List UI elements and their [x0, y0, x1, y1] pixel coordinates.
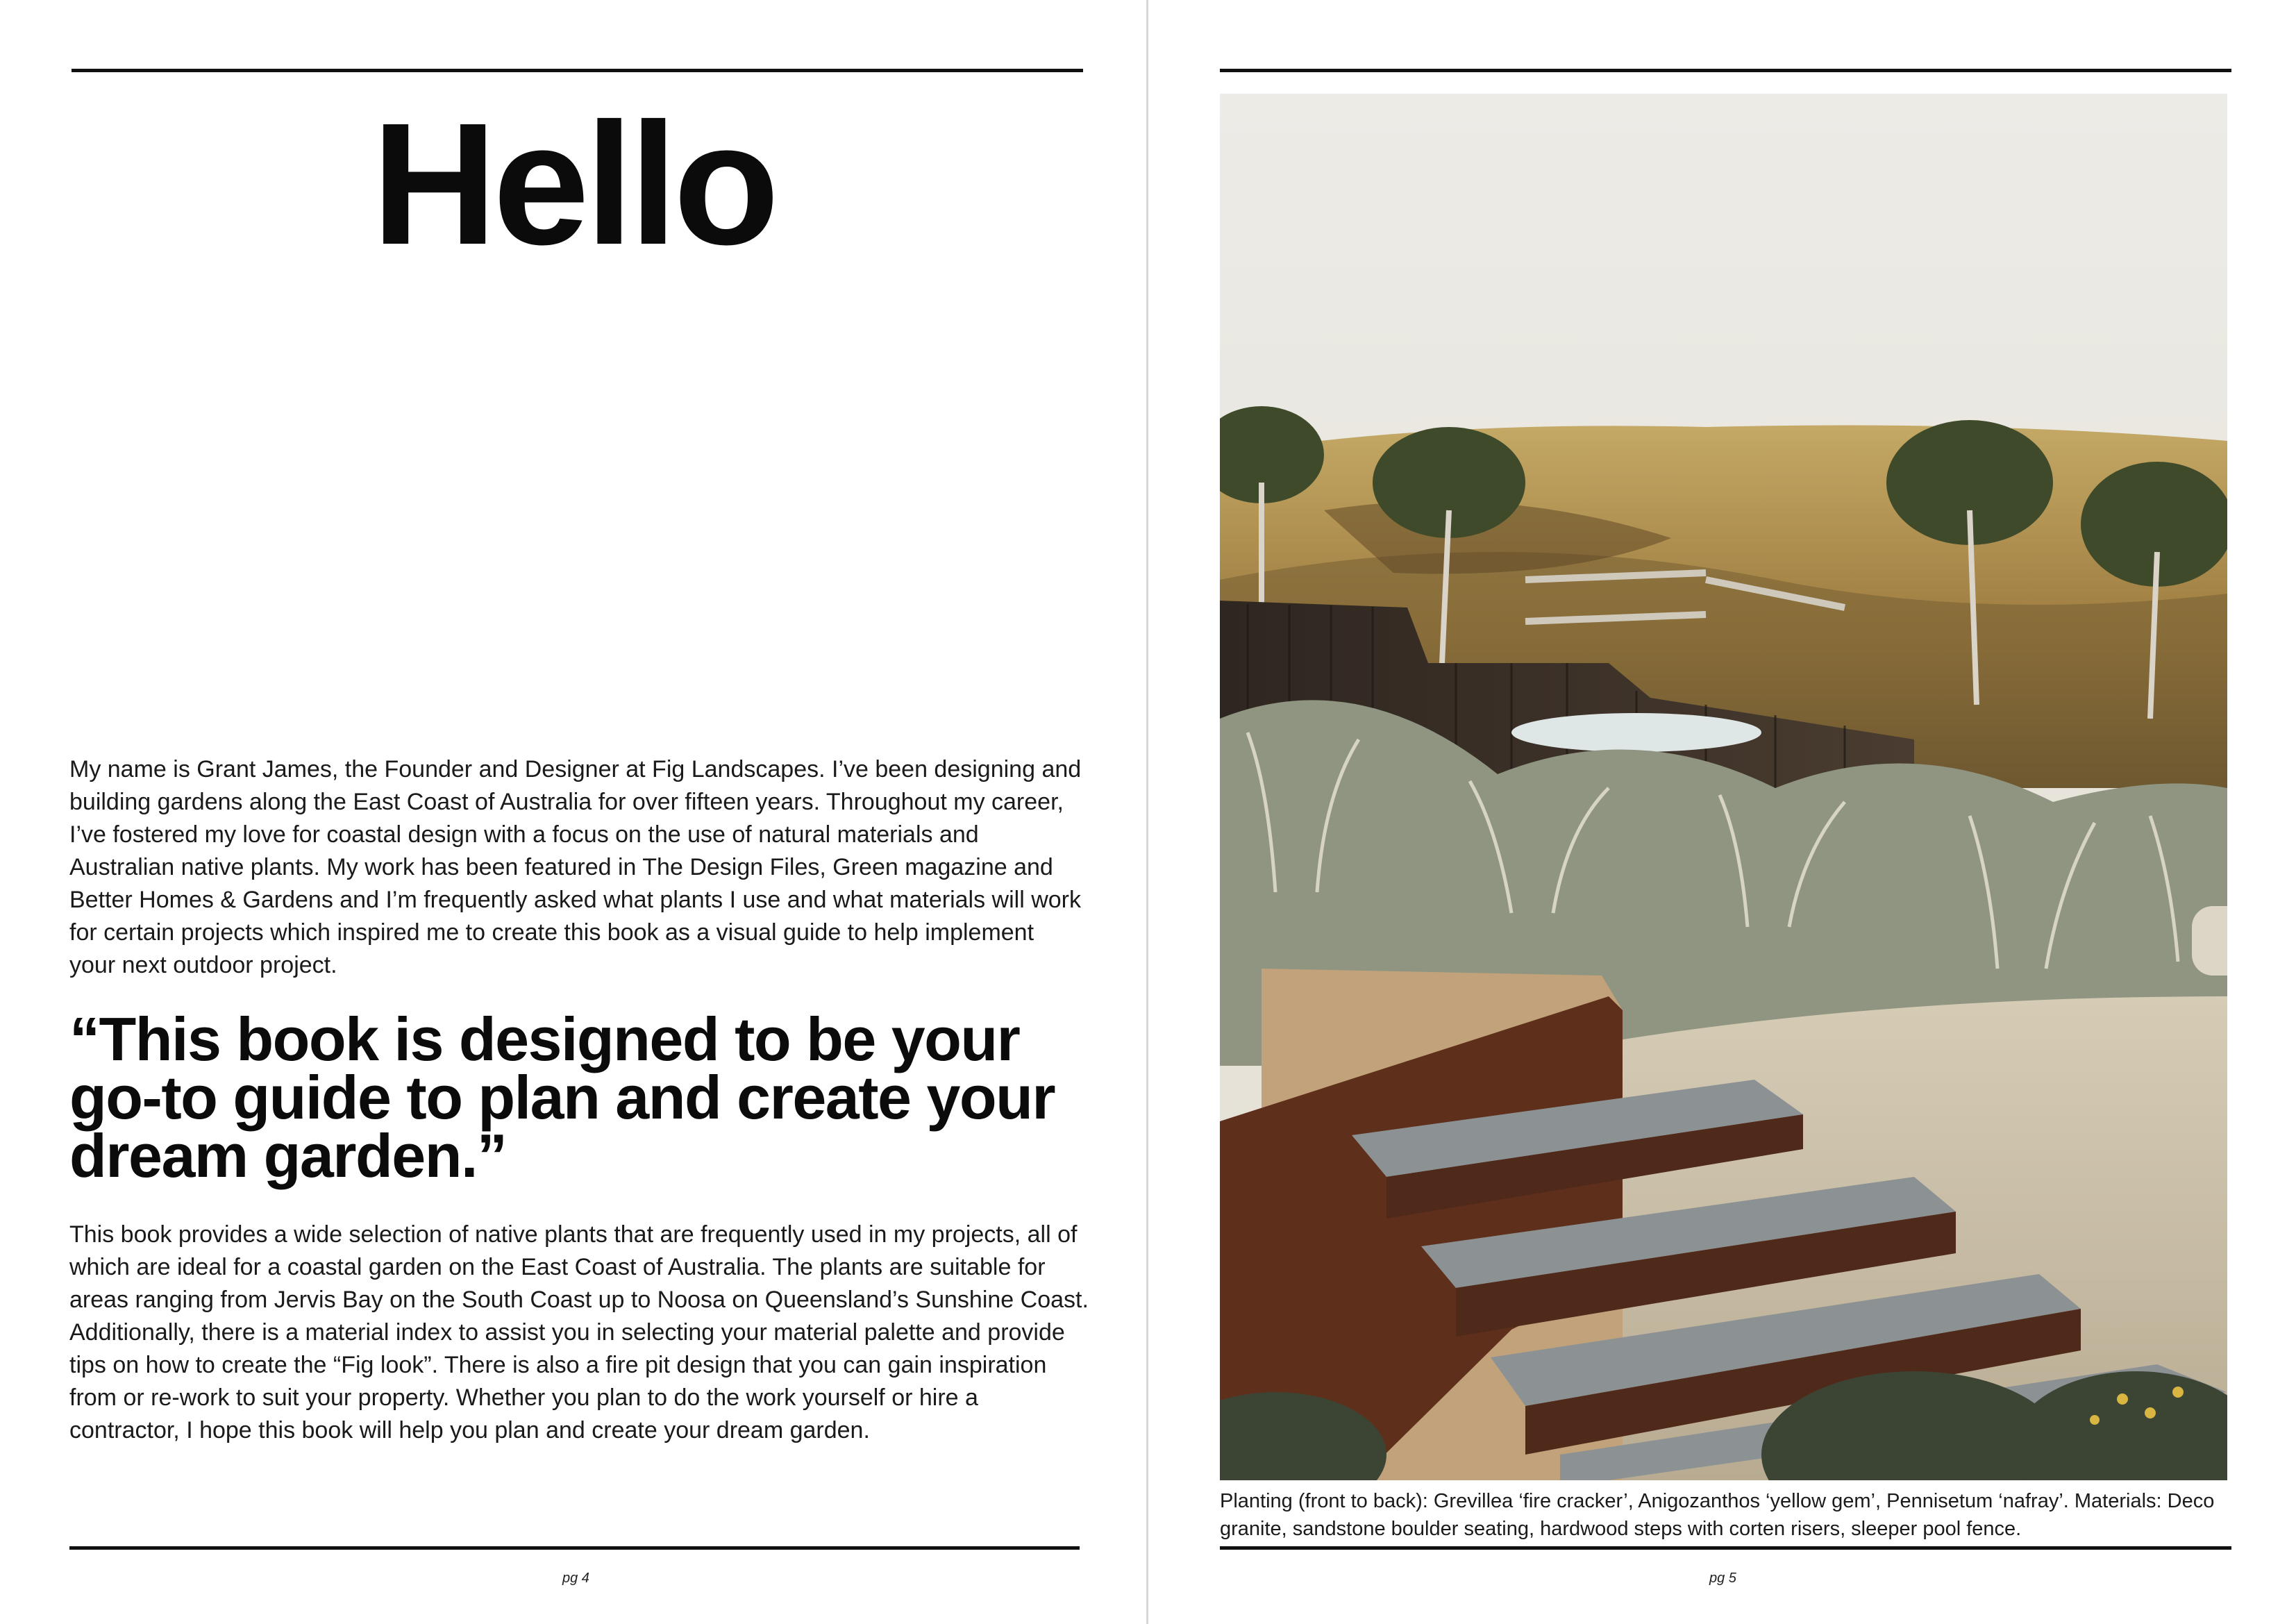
intro-paragraph: My name is Grant James, the Founder and Designer at Fig Landscapes. I’ve been designing and building gardens along the East Coast of Australia for over fifteen years. Throughout my career, I’ve fostered my love for coastal design with a focus on the use of natural materials and Australian native plants. My work has been featured in The Design Files, Green magazine and Better Homes & Gardens and I’m frequently asked what plants I use and what materials will work for certain projects which inspired me to create this book as a visual guide to help implement your next outdoor project. — [69, 756, 1082, 978]
body-paragraph: This book provides a wide selection of native plants that are frequently used in my projects, all of which are ideal for a coastal garden on the East Coast of Australia. The plants are suitable for areas ranging from Jervis Bay on the South Coast up to Noosa on Queensland’s Sunshine Coast. Additionally, there is a material index to assist you in selecting your material palette and provide tips on how to create the “Fig look”. There is also a fire pit design that you can gain inspiration from or re-work to suit your property. Whether you plan to do the work yourself or hire a contractor, I hope this book will help you plan and create your dream garden. — [69, 1221, 1089, 1443]
photo-caption: Planting (front to back): Grevillea ‘fire cracker’, Anigozanthos ‘yellow gem’, Pennisetum ‘nafray’. Materials: Deco granite, sandstone boulder seating, hardwood steps with corten risers, sleeper pool fence. — [1220, 1490, 2215, 1540]
bottom-rule — [69, 1546, 1080, 1550]
top-rule — [72, 69, 1083, 72]
bottom-rule-right — [1220, 1546, 2231, 1550]
page-number: pg 4 — [562, 1571, 589, 1586]
top-rule-right — [1220, 69, 2231, 72]
page-number-right: pg 5 — [1709, 1571, 1736, 1586]
garden-photo-illustration — [1220, 94, 2227, 1480]
left-page — [0, 0, 1147, 1624]
page-heading: Hello — [371, 87, 776, 281]
garden-steps-photo — [1220, 94, 2227, 1480]
pull-quote: “This book is designed to be your go-to guide to plan and create your dream garden.” — [69, 1005, 1055, 1190]
